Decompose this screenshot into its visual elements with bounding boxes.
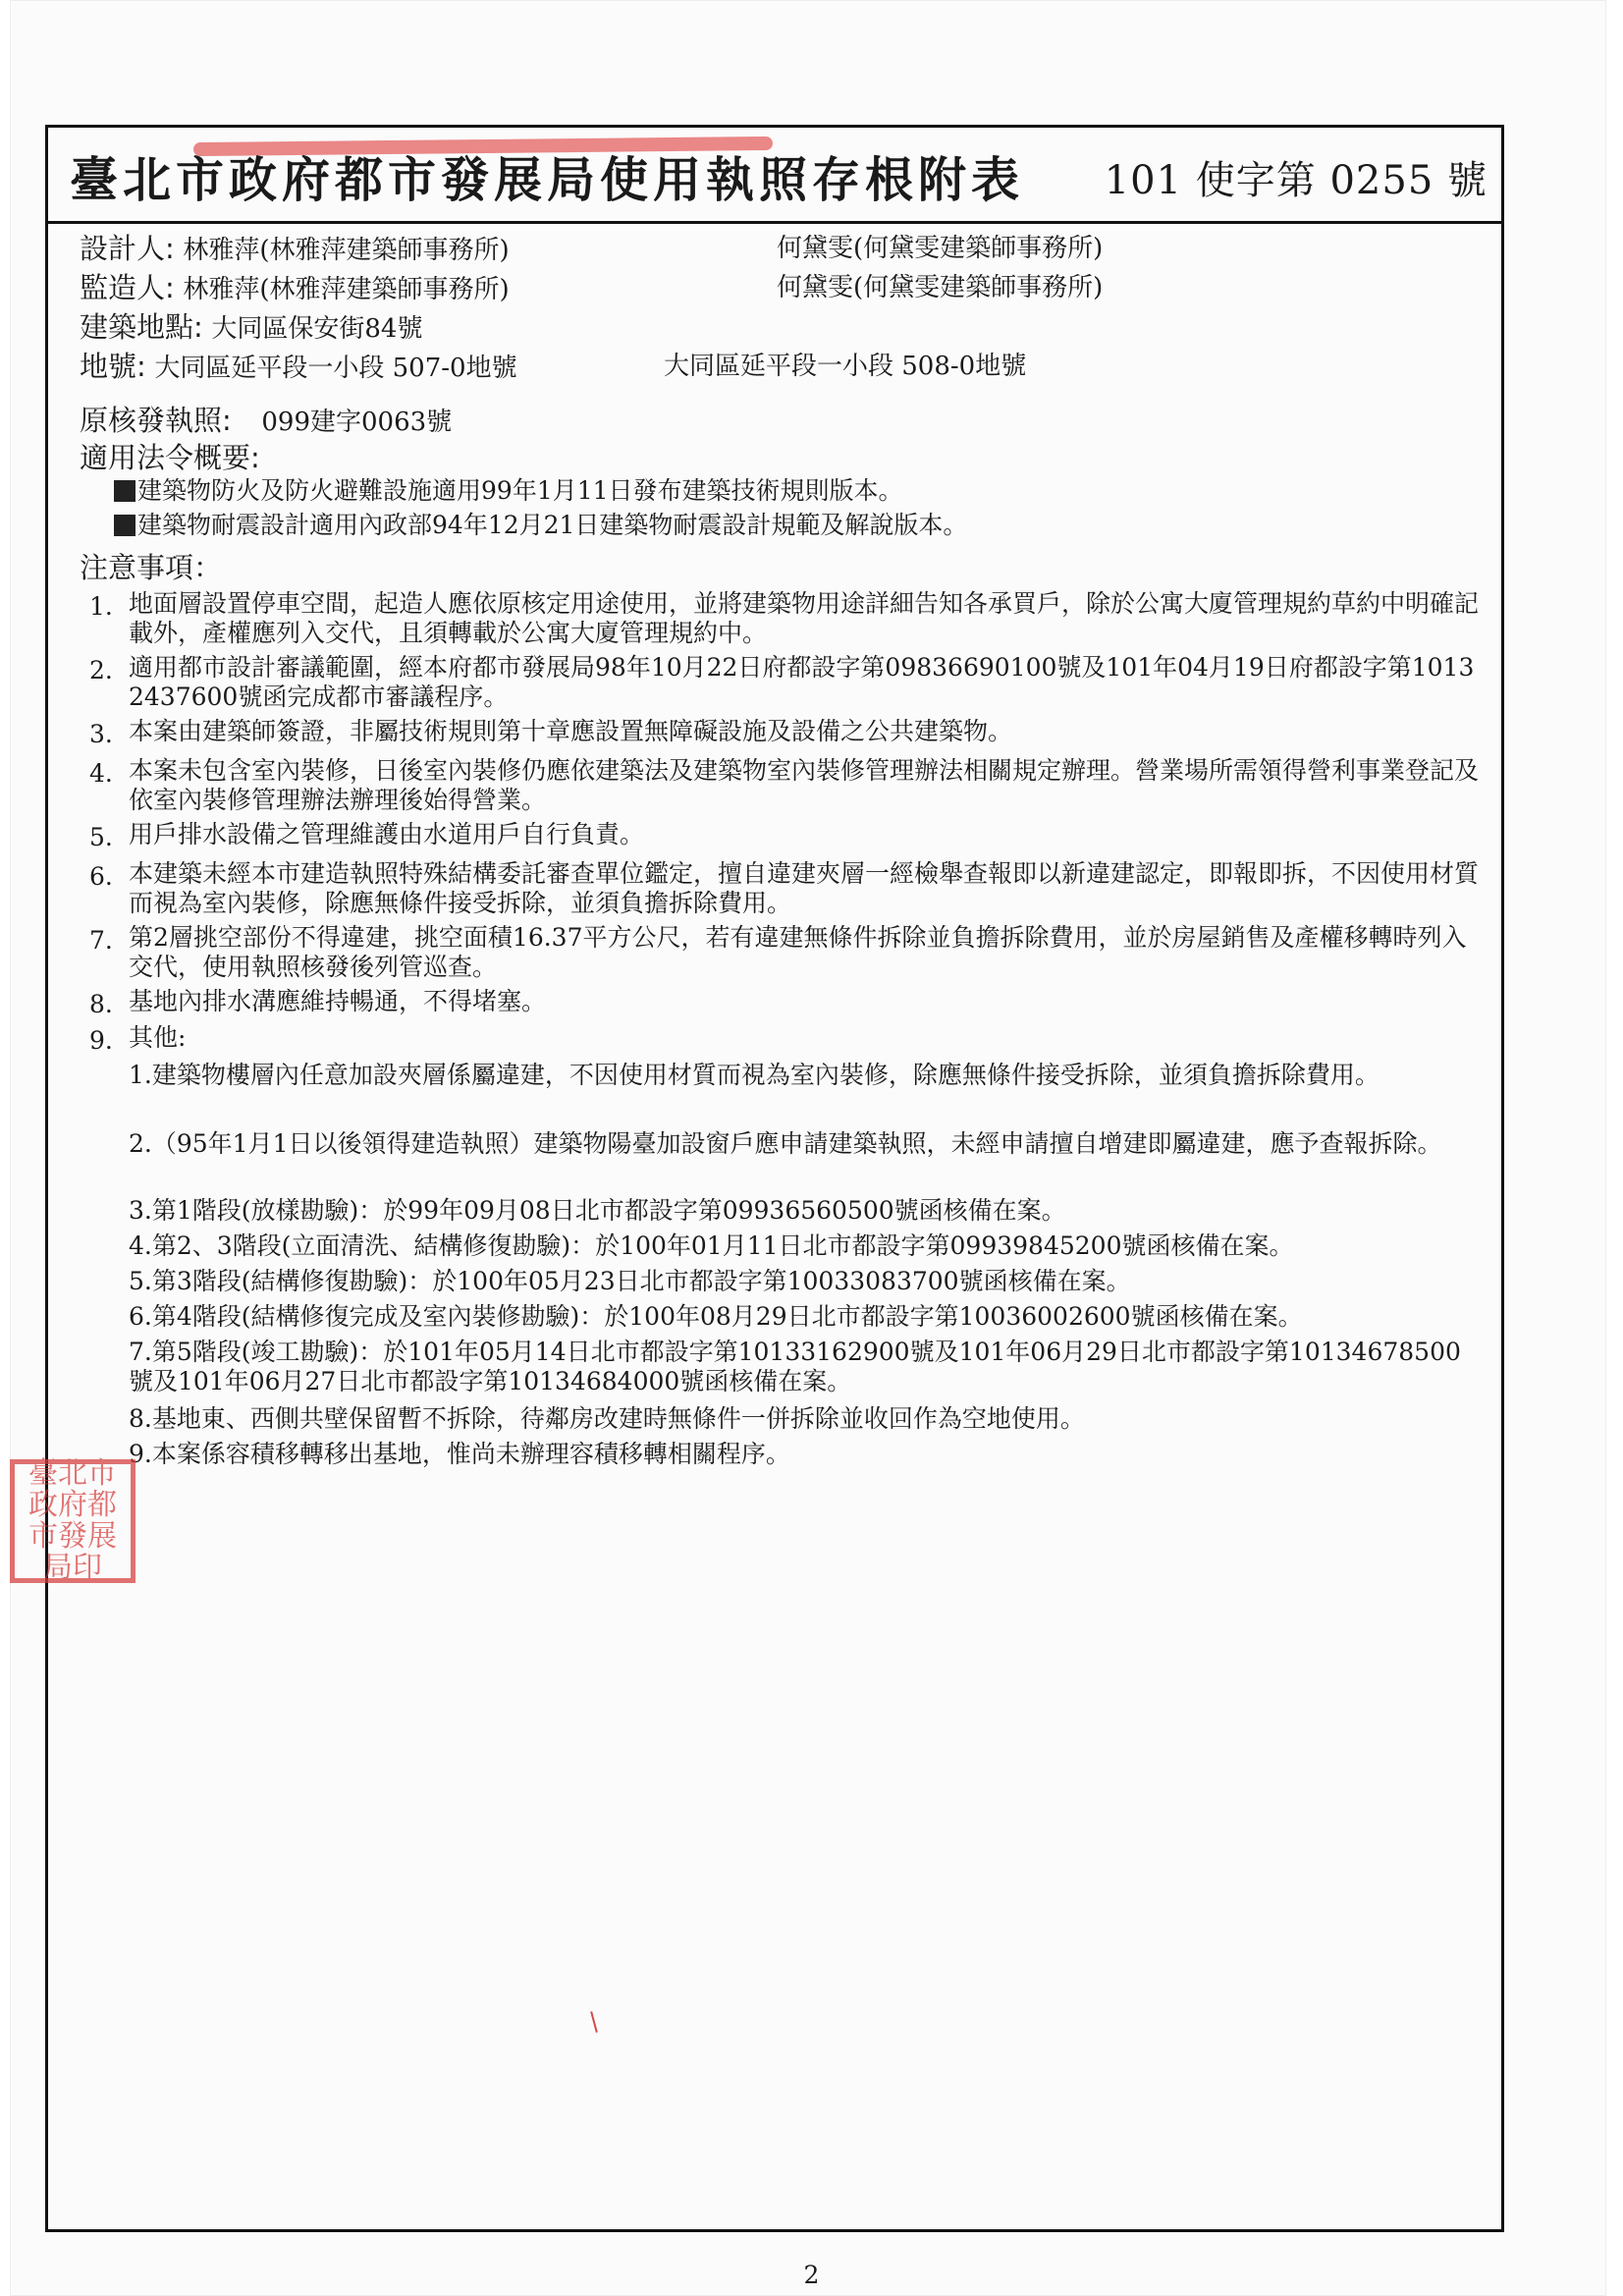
lot-row: [80, 349, 517, 386]
other-item: 5.第3階段(結構修復勘驗)：於100年05月23日北市都設字第10033083700號函核備在案。: [129, 1267, 1131, 1295]
supervisor-2: 何黛雯(何黛雯建築師事務所): [777, 273, 1104, 302]
other-item: 9.本案係容積移轉移出基地，惟尚未辦理容積移轉相關程序。: [129, 1440, 790, 1468]
form-frame: [45, 125, 1504, 2232]
square-bullet-icon: [114, 480, 135, 502]
other-item: 3.第1階段(放樣勘驗)：於99年09月08日北市都設字第09936560500號函核備在案。: [129, 1196, 1066, 1225]
notes-heading: 注意事項：: [80, 551, 223, 584]
lot-1: 大同區延平段一小段 507-0地號: [154, 354, 517, 383]
form-body: 設計人: 林雅萍(林雅萍建築師事務所) 何黛雯(何黛雯建築師事務所) 監造人: 林雅萍(林雅萍建築師事務所) 何黛雯(何黛雯建築師事務所) 建築地點: 大同區保安街84號 地號: 大同區延平段一小段 507-0地號 大同區延平段一小段 508-0地號 原核發執照: 099建字0063號 適用法令概要: 建築物防火及防火避難設施適用99年1月11日發布建築技術規則版本。 建築物耐震設計適用內政部94年12月21日建築物耐震設計規範及解說版本。 注意事項： 1. 地面層設置停車空間，起造人應依原核定用途使用，並將建築物用途詳細告知各承買戶，除於公寓大廈管理規約草約中明確記載外，產權應列入交代，且須轉載於公寓大廈管理規約中。 2. 適用都市設計審議範圍，經本府都市發展局98年10月22日府都設字第09836690100號及101年04月19日府都設字第1013 2437600號函完成都市審議程序。 3. 本案由建築師簽證，非屬技術規則第十章應設置無障礙設施及設備之公共建築物。 4. 本案未包含室內裝修，日後室內裝修仍應依建築法及建築物室內裝修管理辦法相關規定辦理。營業場所需領得營利事業登記及依室內裝修管理辦法辦理後始得營業。 5. 用戶排水設備之管理維護由水道用戶自行負責。 6. 本建築未經本市建造執照特殊結構委託審查單位鑑定，擅自違建夾層一經檢舉查報即以新違建認定，即報即拆，不因使用材質而視為室內裝修，除應無條件接受拆除，並須負擔拆除費用。 7. 第2層挑空部份不得違建，挑空面積16.37平方公尺，若有違建無條件拆除並負擔拆除費用，並於房屋銷售及產權移轉時列入交代，使用執照核發後列管巡查。 8. 基地內排水溝應維持暢通，不得堵塞。 9. 其他: 1.建築物樓層內任意加設夾層係屬違建，不因使用材質而視為室內裝修，除應無條件接受拆除，並須負擔拆除費用。 2.（95年1月1日以後領得建造執照）建築物陽臺加設窗戶應申請建築執照，未經申請擅自增建即屬違建，應予查報拆除。 3.第1階段(放樣勘驗)：於99年09月08日北市都設字第09936560500號函核備在案。 4.第2、3階段(立面清洗、結構修復勘驗)：於100年01月11日北市都設字第09939845200號函核備在案。 5.第3階段(結構修復勘驗)：於100年05月23日北市都設字第10033083700號函核備在案。 6.第4階段(結構修復完成及室內裝修勘驗)：於100年08月29日北市都設字第10036002600號函核備在案。 7.第5階段(竣工勘驗)：於101年05月14日北市都設字第10133162900號及101年06月29日北市都設字第10134678500號及101年06月27日北市都設字第10134684000號函核備在案。 8.基地東、西側共壁保留暫不拆除，待鄰房改建時無條件一併拆除並收回作為空地使用。 9.本案係容積移轉移出基地，惟尚未辦理容積移轉相關程序。: [80, 232, 1480, 1468]
designer-2: 何黛雯(何黛雯建築師事務所): [777, 234, 1104, 263]
lot-2: 大同區延平段一小段 508-0地號: [664, 352, 1027, 381]
site-label: 建築地點:: [80, 310, 203, 344]
square-bullet-icon: [114, 515, 135, 536]
original-permit-value: 099建字0063號: [261, 408, 453, 437]
supervisor-label: 監造人:: [80, 271, 175, 304]
site-value: 大同區保安街84號: [211, 314, 423, 344]
original-permit-label: 原核發執照:: [80, 404, 232, 437]
other-item: 1.建築物樓層內任意加設夾層係屬違建，不因使用材質而視為室內裝修，除應無條件接受拆除，並須負擔拆除費用。: [129, 1061, 1380, 1089]
other-item: 6.第4階段(結構修復完成及室內裝修勘驗)：於100年08月29日北市都設字第10036002600號函核備在案。: [129, 1302, 1303, 1331]
lot-label: 地號:: [80, 350, 146, 383]
official-seal-stamp: 臺北市政府都市發展局印: [10, 1459, 135, 1583]
designer-label: 設計人:: [80, 232, 175, 265]
other-item: 2.（95年1月1日以後領得建造執照）建築物陽臺加設窗戶應申請建築執照，未經申請擅自增建即屬違建，應予查報拆除。: [129, 1129, 1442, 1158]
original-permit-row: [80, 403, 452, 440]
other-item: 8.基地東、西側共壁保留暫不拆除，待鄰房改建時無條件一併拆除並收回作為空地使用。: [129, 1404, 1085, 1433]
site-row: [80, 309, 422, 347]
regulation-item: 建築物防火及防火避難設施適用99年1月11日發布建築技術規則版本。: [114, 474, 903, 508]
form-header: [48, 128, 1501, 224]
permit-number: 101 使字第 0255 號: [1104, 158, 1488, 203]
other-item: 4.第2、3階段(立面清洗、結構修復勘驗)：於100年01月11日北市都設字第09939845200號函核備在案。: [129, 1231, 1294, 1260]
other-item: 7.第5階段(竣工勘驗)：於101年05月14日北市都設字第10133162900號及101年06月29日北市都設字第10134678500號及101年06月27日北市都設字第10134684000號函核備在案。: [129, 1338, 1461, 1395]
form-title: 臺北市政府都市發展局使用執照存根附表: [70, 151, 1025, 208]
regulation-item: 建築物耐震設計適用內政部94年12月21日建築物耐震設計規範及解說版本。: [114, 509, 967, 542]
supervisor-1: 林雅萍(林雅萍建築師事務所): [183, 275, 510, 304]
designer-1: 林雅萍(林雅萍建築師事務所): [183, 236, 510, 265]
supervisor-row: [80, 270, 510, 307]
page-number: 2: [803, 2261, 820, 2289]
regulations-label: 適用法令概要:: [80, 441, 260, 474]
designer-row: [80, 231, 510, 268]
